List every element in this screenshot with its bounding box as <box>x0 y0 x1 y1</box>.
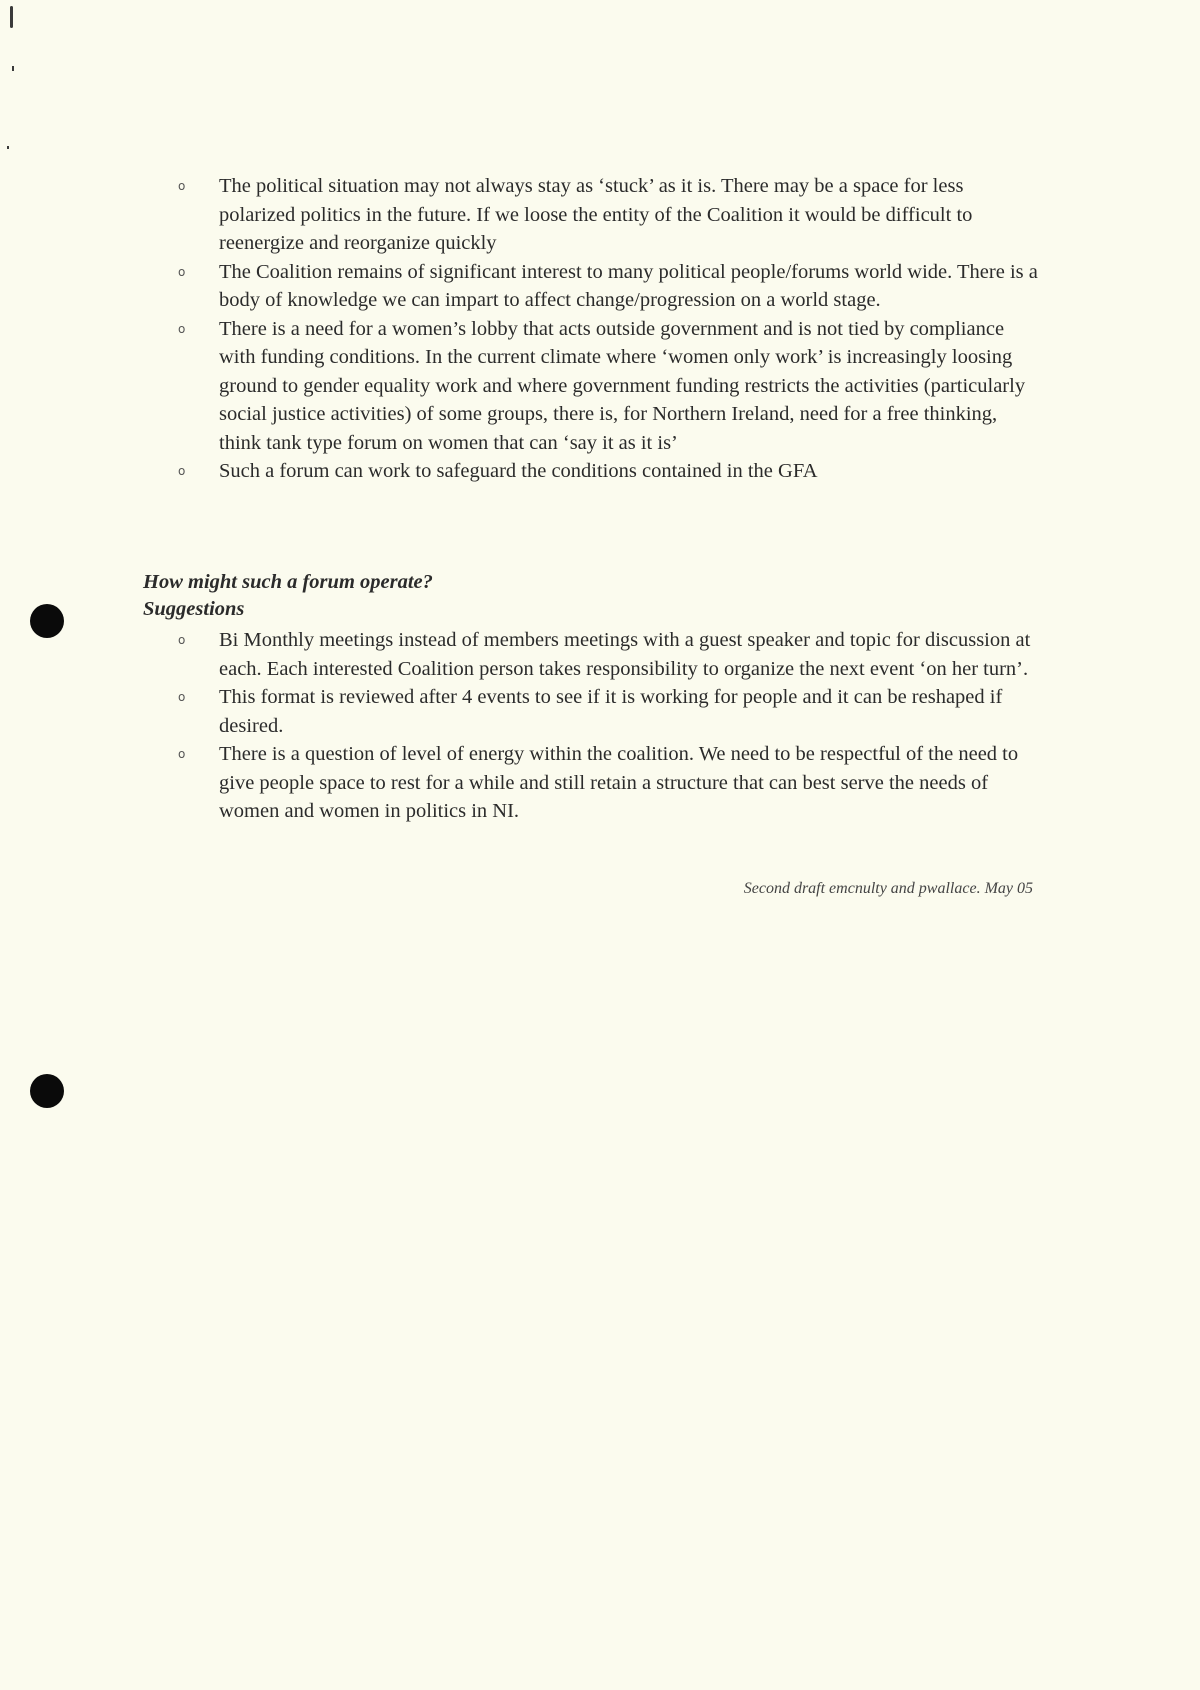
bullet-circle-icon: o <box>178 179 186 193</box>
bullet-circle-icon: o <box>178 464 186 478</box>
bullet-circle-icon: o <box>178 321 186 336</box>
bullet-circle-icon: o <box>178 264 186 279</box>
list-item <box>178 740 1038 826</box>
scan-edge-mark <box>7 146 9 149</box>
scan-edge-mark <box>10 6 13 28</box>
list-item-text: There is a need for a women’s lobby that acts outside government and is not tied by compliance with funding conditions. In the current climate where ‘women only work’ is increasingly loosing ground to gender equality work and where government funding restricts the activities (particularly social justice activities) of some groups, there is, for Northern Ireland, need for a free thinking, think tank type forum on women that can ‘say it as it is’ <box>219 317 1026 454</box>
draft-footer-note: Second draft emcnulty and pwallace. May 05 <box>743 880 1033 897</box>
bullet-circle-icon: o <box>178 747 186 761</box>
list-item <box>178 626 1038 683</box>
punch-hole-upper <box>30 604 64 638</box>
list-item <box>178 683 1038 740</box>
bullet-circle-icon: o <box>178 633 186 647</box>
reasons-list <box>178 172 1038 486</box>
list-item-text: This format is reviewed after 4 events to see if it is working for people and it can be reshaped if desired. <box>219 686 1003 737</box>
list-item <box>178 457 1038 486</box>
list-item <box>178 258 1038 315</box>
list-item-text: The political situation may not always stay as ‘stuck’ as it is. There may be a space for less polarized politics in the future. If we loose the entity of the Coalition it would be difficult to reenergize and reorganize quickly <box>219 175 973 254</box>
punch-hole-lower <box>30 1074 64 1108</box>
list-item-text: The Coalition remains of significant interest to many political people/forums world wide. There is a body of knowledge we can impart to affect change/progression on a world stage. <box>219 260 1038 311</box>
suggestions-list <box>178 626 1038 826</box>
list-item-text: There is a question of level of energy within the coalition. We need to be respectful of the need to give people space to rest for a while and still retain a structure that can best serve the needs of women and women in politics in NI. <box>219 743 1019 822</box>
list-item-text: Bi Monthly meetings instead of members meetings with a guest speaker and topic for discussion at each. Each interested Coalition person takes responsibility to organize the next event ‘on her turn’. <box>219 629 1031 680</box>
bullet-circle-icon: o <box>178 690 186 704</box>
section-subheading: Suggestions <box>143 598 245 620</box>
section-question-heading: How might such a forum operate? <box>143 571 433 593</box>
list-item <box>178 315 1038 458</box>
list-item-text: Such a forum can work to safeguard the conditions contained in the GFA <box>219 460 818 482</box>
scan-edge-mark <box>12 66 14 71</box>
list-item <box>178 172 1038 258</box>
